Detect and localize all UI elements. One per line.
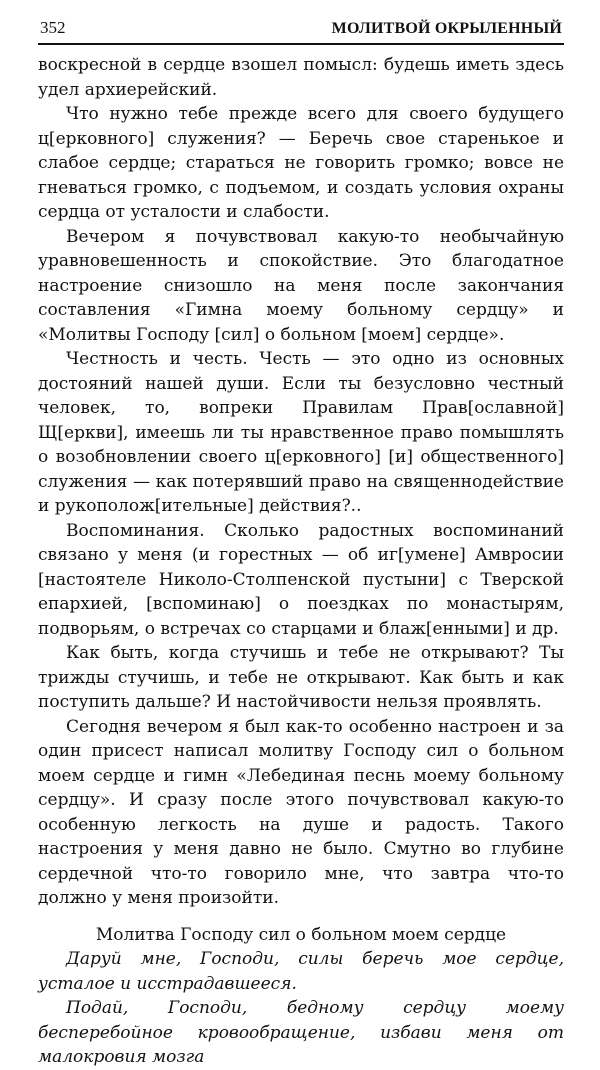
paragraph: Как быть, когда стучишь и тебе не открывают? Ты трижды стучишь, и тебе не открывают. Как быть и как поступить дальше? И настойчивости нельзя проявлять. xyxy=(38,643,564,712)
page-body xyxy=(38,53,564,1070)
paragraph: Честность и честь. Честь — это одно из основных достояний нашей души. Если ты безусловно честный человек, то, вопреки Правилам Прав[ославной] Щ[еркви], имеешь ли ты нравственное право помышлять о возобновлении своего ц[ерковного] [и] общественного] служения — как потерявший право на священнодействие и рукополож[ительные] действия?.. xyxy=(38,349,564,516)
prayer-title: Молитва Господу сил о больном моем сердце xyxy=(95,924,507,945)
paragraph: Воспоминания. Сколько радостных воспоминаний связано у меня (и горестных — об иг[умене] Амвросии [настоятеле Николо-Столпенской пустыни] с Тверской епархией, [вспоминаю] о поездках по монастырям, подворьям, о встречах со старцами и блаж[енными] и др. xyxy=(38,520,564,639)
page-number: 352 xyxy=(40,18,66,37)
paragraph: Вечером я почувствовал какую-то необычайную уравновешенность и спокойствие. Это благодатное настроение снизошло на меня после закончания составления «Гимна моему больному сердцу» и «Молитвы Господу [сил] о больном [моем] сердце». xyxy=(38,226,564,345)
paragraph: Что нужно тебе прежде всего для своего будущего ц[ерковного] служения? — Беречь свое старенькое и слабое сердце; стараться не говорить громко; вовсе не гневаться громко, с подъемом, и создать условия охраны сердца от усталости и слабости. xyxy=(38,104,564,222)
paragraph-continuation: воскресной в сердце взошел помысл: будешь иметь здесь удел архиерейский. xyxy=(38,55,564,100)
page-header xyxy=(38,18,564,45)
prayer-line: Даруй мне, Господи, силы беречь мое сердце, усталое и исстрадавшееся. xyxy=(38,949,564,994)
prayer-line: Подай, Господи, бедному сердцу моему бесперебойное кровообращение, избави меня от малокровия мозга xyxy=(38,998,564,1067)
paragraph: Сегодня вечером я был как-то особенно настроен и за один присест написал молитву Господу сил о больном моем сердце и гимн «Лебединая песнь моему больному сердцу». И сразу после этого почувствовал какую-то особенную легкость на душе и радость. Такого настроения у меня давно не было. Смутно во глубине сердечной что-то говорило мне, что завтра что-то должно у меня произойти. xyxy=(38,716,564,908)
running-title: МОЛИТВОЙ ОКРЫЛЕННЫЙ xyxy=(331,20,562,37)
